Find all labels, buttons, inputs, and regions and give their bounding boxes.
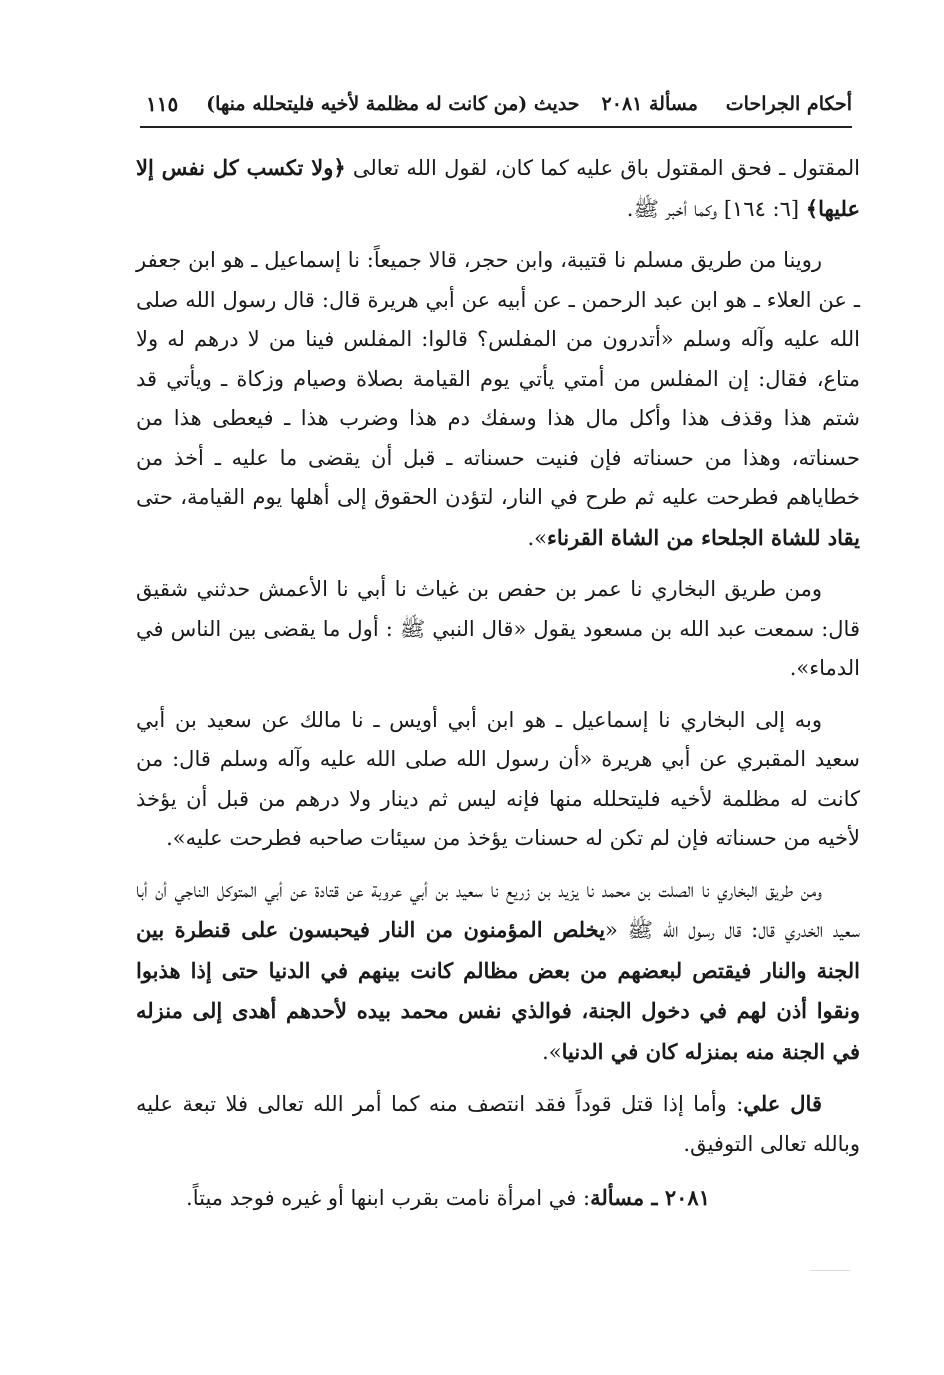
p5-bold-hadith: يخلص المؤمنون من النار فيحبسون على قنطرة بين الجنة والنار فيقتص لبعضهم من بعض مظالم كانت بينهم في الدنيا حتى إذا هذبوا ونقوا أذن لهم في دخول الجنة، فوالذي نفس محمد بيده لأحدهم أهدى إلى منزله في الجنة منه بمنزله كان في الدنيا xyxy=(136,917,860,1064)
paragraph-6 xyxy=(136,1084,860,1164)
p5-seg-3: ». xyxy=(542,1039,562,1064)
p5-seg-1: ومن طريق البخاري نا الصلت بن محمد نا يزيد بن زريع نا سعيد بن أبي عروبة عن قتادة عن أبي المتوكل الناجي أن أبا سعيد الخدري قال: قال رسول الله ﷺ « xyxy=(136,877,861,942)
p6-speaker: قال علي xyxy=(743,1091,822,1116)
footer-mark xyxy=(810,1270,850,1271)
issue-number: ٢٠٨١ ـ مسألة xyxy=(590,1185,710,1210)
p6-seg-2: : وأما إذا قتل قوداً فقد انتصف منه كما أمر الله تعالى فلا تبعة عليه وبالله تعالى التوفيق. xyxy=(136,1092,860,1156)
p1-seg-1: المقتول ـ فحق المقتول باق عليه كما كان، لقول الله تعالى xyxy=(345,156,860,180)
header-hadith-title: حديث (من كانت له مظلمة لأخيه فليتحلله منها) xyxy=(206,93,580,115)
p1-seg-3: [٦: ١٦٤] وكما أخبر ﷺ. xyxy=(626,196,806,221)
p3-seg-1: ومن طريق البخاري نا عمر بن حفص بن غياث نا أبي نا الأعمش حدثني شقيق قال: سمعت عبد الله بن مسعود يقول «قال النبي ﷺ : أول ما يقضى بين الناس في الدماء». xyxy=(136,577,860,680)
header-issue-label: مسألة ٢٠٨١ xyxy=(601,93,698,115)
paragraph-1 xyxy=(136,148,860,229)
page-number: ١١٥ xyxy=(146,92,179,116)
running-header xyxy=(140,86,852,122)
page-body xyxy=(136,148,860,1231)
paragraph-5 xyxy=(136,871,860,1073)
paragraph-2 xyxy=(136,241,860,558)
p4-seg-1: وبه إلى البخاري نا إسماعيل ـ هو ابن أبي أويس ـ نا مالك عن سعيد بن أبي سعيد المقبري عن أبي هريرة «أن رسول الله صلى الله عليه وآله وسلم قال: من كانت له مظلمة لأخيه فليتحلله منها فإنه ليس ثم دينار ولا درهم من قبل أن يؤخذ لأخيه من حسناته فإن لم تكن له حسنات يؤخذ من سيئات صاحبه فطرحت عليه». xyxy=(136,707,860,850)
paragraph-4 xyxy=(136,701,860,859)
issue-text: : في امرأة نامت بقرب ابنها أو غيره فوجد ميتاً. xyxy=(186,1186,591,1210)
issue-heading xyxy=(136,1178,860,1219)
p2-seg-1: روينا من طريق مسلم نا قتيبة، وابن حجر، قالا جميعاً: نا إسماعيل ـ هو ابن جعفر ـ عن العلاء ـ هو ابن عبد الرحمن ـ عن أبيه عن أبي هريرة قال: قال رسول الله صلى الله عليه وآله وسلم «أتدرون من المفلس؟ قالوا: المفلس فينا من لا درهم له ولا متاع، فقال: إن المفلس من أمتي يأتي يوم القيامة بصلاة وصيام وزكاة ـ ويأتي قد شتم هذا وقذف هذا وأكل مال هذا وسفك دم هذا وضرب هذا ـ فيعطى هذا من حسناته، وهذا من حسناته فإن فنيت حسناته ـ قبل أن يقضى ما عليه ـ أخذ من خطاياهم فطرحت عليه ثم طرح في النار، لتؤدن الحقوق إلى أهلها يوم القيامة، حتى xyxy=(136,248,860,509)
paragraph-3 xyxy=(136,570,860,689)
p2-seg-3: ». xyxy=(527,525,547,550)
header-rule xyxy=(140,126,852,128)
p1-quran-verse: ﴿ولا تكسب كل نفس إلا عليها﴾ xyxy=(136,155,860,221)
header-book-title: أحكام الجراحات xyxy=(725,93,852,115)
header-center-group xyxy=(206,93,698,115)
p2-bold-phrase: يقاد للشاة الجلحاء من الشاة القرناء xyxy=(547,524,860,550)
